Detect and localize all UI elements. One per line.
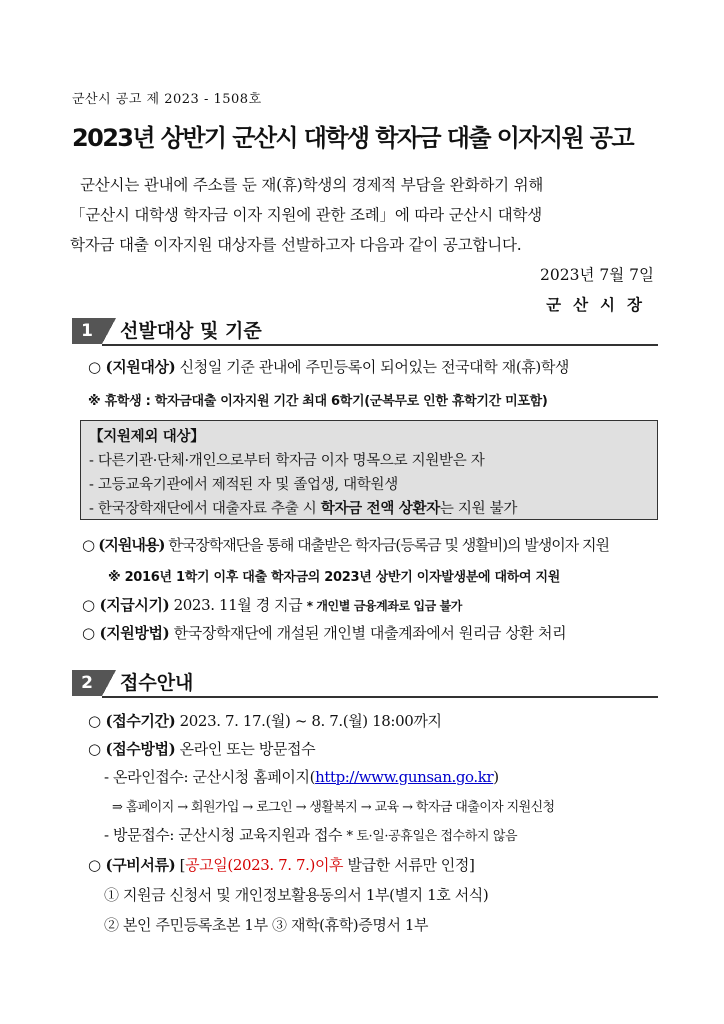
section-1-number: 1 [72, 318, 102, 344]
section-1-header [72, 318, 658, 344]
reception-method-label: ○ (접수방법) [88, 740, 176, 758]
exclusion-box [80, 420, 658, 520]
support-method [82, 622, 566, 643]
online-reception-text: - 온라인접수: 군산시청 홈페이지( [104, 768, 316, 786]
reception-period [88, 710, 442, 731]
support-method-text: 한국장학재단에 개설된 개인별 대출계좌에서 원리금 상환 처리 [169, 624, 567, 642]
exclusion-line-1: - 다른기관·단체·개인으로부터 학자금 이자 명목으로 지원받은 자 [89, 453, 485, 469]
reception-period-label: ○ (접수기간) [88, 712, 176, 730]
visit-reception-text: - 방문접수: 군산시청 교육지원과 접수 [104, 826, 347, 844]
required-documents-pre: [ [175, 856, 186, 874]
visit-reception-note: * 토·일·공휴일은 접수하지 않음 [346, 829, 518, 844]
online-reception-close: ) [493, 768, 499, 786]
section-1-underline [102, 344, 658, 346]
support-target [88, 356, 569, 377]
intro-line-2: 「군산시 대학생 학자금 이자 지원에 관한 조례」에 따라 군산시 대학생 [70, 206, 543, 224]
section-2-header [72, 670, 658, 696]
document-2: ② 본인 주민등록초본 1부 ③ 재학(휴학)증명서 1부 [104, 916, 429, 934]
section-2-underline [102, 696, 658, 698]
gunsan-homepage-link[interactable]: http://www.gunsan.go.kr [315, 768, 494, 786]
payment-timing-text: 2023. 11월 경 지급 [169, 596, 307, 614]
required-documents-date: 공고일(2023. 7. 7.)이후 [185, 856, 344, 874]
exclusion-line-2: - 고등교육기관에서 제적된 자 및 졸업생, 대학원생 [89, 477, 398, 493]
required-documents [88, 854, 474, 875]
support-content-text: 한국장학재단을 통해 대출받은 학자금(등록금 및 생활비)의 발생이자 지원 [164, 536, 610, 554]
section-2-wedge [102, 670, 116, 696]
payment-timing-label: ○ (지급시기) [82, 596, 170, 614]
document-1: ① 지원금 신청서 및 개인정보활용동의서 1부(별지 1호 서식) [104, 886, 489, 904]
section-2-number: 2 [72, 670, 102, 696]
online-path: ⇒ 홈페이지 → 회원가입 → 로그인 → 생활복지 → 교육 → 학자금 대출이자 지원신청 [112, 800, 555, 815]
section-1-wedge [102, 318, 116, 344]
support-target-label: ○ (지원대상) [88, 358, 176, 376]
exclusion-line-3-pre: - 한국장학재단에서 대출자료 추출 시 [89, 501, 321, 517]
support-content-note: ※ 2016년 1학기 이후 대출 학자금의 2023년 상반기 이자발생분에 대하여 지원 [108, 570, 561, 585]
online-reception [104, 766, 499, 787]
exclusion-line-3-post: 는 지원 불가 [439, 501, 518, 517]
page-title: 2023년 상반기 군산시 대학생 학자금 대출 이자지원 공고 [72, 124, 633, 152]
visit-reception [104, 824, 517, 845]
exclusion-line-3-bold: 학자금 전액 상환자 [320, 500, 440, 517]
support-content [82, 534, 609, 555]
leave-student-note: ※ 휴학생 : 학자금대출 이자지원 기간 최대 6학기(군복무로 인한 휴학기간 미포함) [88, 394, 548, 409]
support-method-label: ○ (지원방법) [82, 624, 170, 642]
required-documents-post: 발급한 서류만 인정] [343, 856, 475, 874]
payment-timing-note: * 개인별 금융계좌로 입금 불가 [306, 599, 462, 613]
reception-method [88, 738, 315, 759]
support-target-text: 신청일 기준 관내에 주민등록이 되어있는 전국대학 재(휴)학생 [175, 358, 569, 376]
reception-method-text: 온라인 또는 방문접수 [175, 740, 316, 758]
payment-timing [82, 594, 462, 615]
section-2-title: 접수안내 [120, 672, 194, 694]
notice-date: 2023년 7월 7일 [540, 266, 654, 284]
intro-line-3: 학자금 대출 이자지원 대상자를 선발하고자 다음과 같이 공고합니다. [70, 236, 522, 254]
required-documents-label: ○ (구비서류) [88, 856, 176, 874]
issuer: 군산시장 [546, 295, 654, 314]
intro-line-1: 군산시는 관내에 주소를 둔 재(휴)학생의 경제적 부담을 완화하기 위해 [80, 176, 544, 194]
reception-period-text: 2023. 7. 17.(월) ~ 8. 7.(월) 18:00까지 [175, 712, 442, 730]
support-content-label: ○ (지원내용) [82, 536, 165, 554]
exclusion-heading: 【지원제외 대상】 [89, 428, 205, 445]
exclusion-line-3 [89, 497, 517, 518]
section-1-title: 선발대상 및 기준 [120, 320, 262, 342]
notice-number: 군산시 공고 제 2023 - 1508호 [72, 92, 262, 107]
